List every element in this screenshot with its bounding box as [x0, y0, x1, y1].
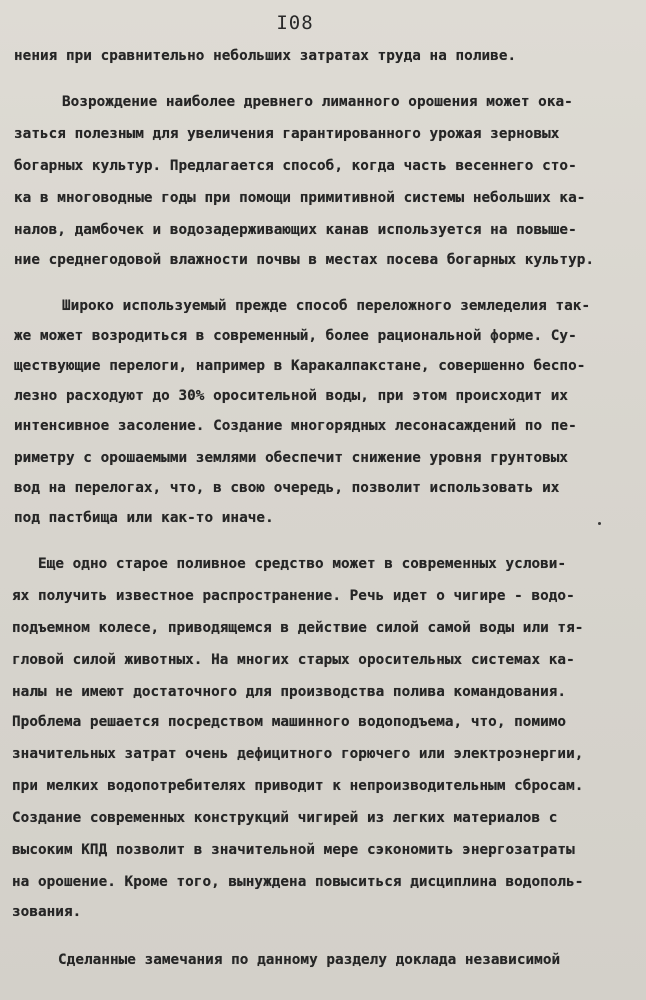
- text-line: зования.: [12, 904, 82, 920]
- text-line: Еще одно старое поливное средство может в современных услови-: [38, 556, 567, 572]
- text-line: на орошение. Кроме того, вынуждена повыситься дисциплина водополь-: [12, 874, 584, 890]
- text-line: Проблема решается посредством машинного водоподъема, что, помимо: [12, 714, 567, 730]
- text-line: налов, дамбочек и водозадерживающих канав используется на повыше-: [14, 222, 577, 238]
- ink-speck: [598, 522, 601, 525]
- text-line: нения при сравнительно небольших затратах труда на поливе.: [14, 48, 517, 64]
- text-line: подъемном колесе, приводящемся в действие силой самой воды или тя-: [12, 620, 584, 636]
- text-line: гловой силой животных. На многих старых оросительных системах ка-: [12, 652, 575, 668]
- text-line: вод на перелогах, что, в свою очередь, позволит использовать их: [14, 480, 560, 496]
- text-line: лезно расходуют до 30% оросительной воды, при этом происходит их: [14, 388, 569, 404]
- text-line: значительных затрат очень дефицитного горючего или электроэнергии,: [12, 746, 584, 762]
- page-number: I08: [276, 12, 314, 34]
- text-line: высоким КПД позволит в значительной мере сэкономить энергозатраты: [12, 842, 575, 858]
- text-line: при мелких водопотребителях приводит к непроизводительным сбросам.: [12, 778, 584, 794]
- text-line: Возрождение наиболее древнего лиманного орошения может ока-: [62, 94, 573, 110]
- text-line: под пастбища или как-то иначе.: [14, 510, 274, 526]
- text-line: налы не имеют достаточного для производства полива командования.: [12, 684, 567, 700]
- text-line: интенсивное засоление. Создание многорядных лесонасаждений по пе-: [14, 418, 577, 434]
- text-line: ка в многоводные годы при помощи примитивной системы небольших ка-: [14, 190, 586, 206]
- text-line: Создание современных конструкций чигирей из легких материалов с: [12, 810, 558, 826]
- text-line: ние среднегодовой влажности почвы в местах посева богарных культур.: [14, 252, 595, 268]
- text-line: ществующие перелоги, например в Каракалпакстане, совершенно беспо-: [14, 358, 586, 374]
- text-line: риметру с орошаемыми землями обеспечит снижение уровня грунтовых: [14, 450, 569, 466]
- text-line: же может возродиться в современный, более рациональной форме. Су-: [14, 328, 577, 344]
- text-line: богарных культур. Предлагается способ, когда часть весеннего сто-: [14, 158, 577, 174]
- text-line: Широко используемый прежде способ переложного земледелия так-: [62, 298, 591, 314]
- text-line: заться полезным для увеличения гарантированного урожая зерновых: [14, 126, 560, 142]
- text-line: Сделанные замечания по данному разделу доклада независимой: [58, 952, 561, 968]
- text-line: ях получить известное распространение. Речь идет о чигире - водо-: [12, 588, 575, 604]
